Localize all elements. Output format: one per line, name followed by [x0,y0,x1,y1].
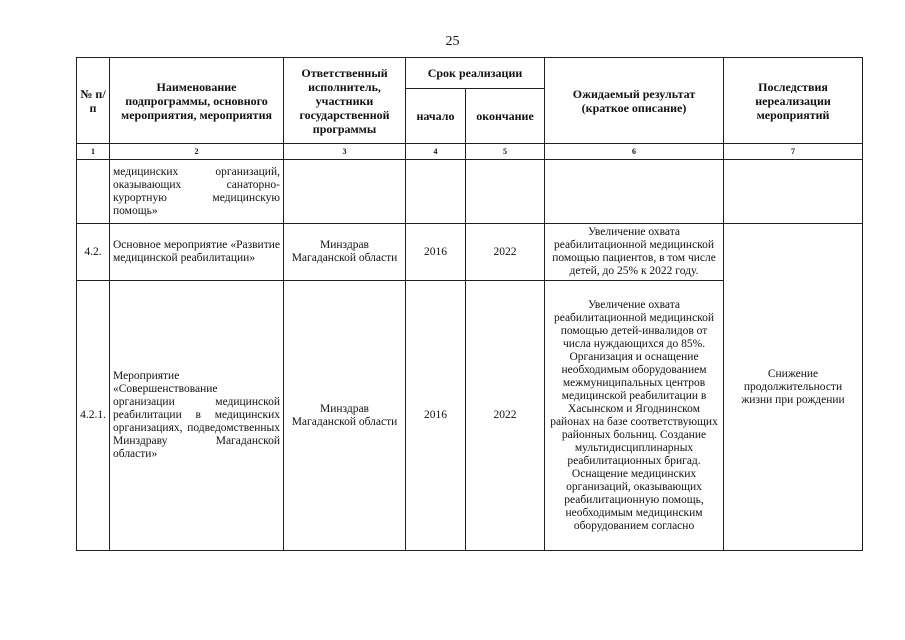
merged-consequences: Снижение продолжительности жизни при рождении [724,224,863,551]
header-name: Наименование подпрограммы, основного мероприятия, мероприятия [110,58,284,144]
row-end: 2022 [466,224,545,281]
header-row-top [77,58,863,89]
table-row [77,160,863,224]
header-num: № п/п [77,58,110,144]
column-number: 7 [724,144,863,160]
row-name: медицинских организаций, оказывающих санаторно-курортную медицинскую помощь» [110,160,284,224]
row-consequences [724,160,863,224]
column-number: 4 [406,144,466,160]
row-result: Увеличение охвата реабилитационной медицинской помощью детей-инвалидов от числа нуждающихся до 85%. Организация и оснащение необходимым оборудованием межмуниципальных центров медицинской реабилитации в Хасынском и Ягоднинском районах на базе соответствующих районных больниц. Создание мультидисциплинарных реабилитационных бригад. Оснащение медицинских организаций, оказывающих реабилитационную помощь, необходимым медицинским оборудованием согласно [545,281,724,551]
row-num [77,160,110,224]
row-start: 2016 [406,281,466,551]
row-num: 4.2.1. [77,281,110,551]
header-result: Ожидаемый результат (краткое описание) [545,58,724,144]
header-end: окончание [466,89,545,144]
row-result [545,160,724,224]
row-start: 2016 [406,224,466,281]
row-executor: Минздрав Магаданской области [284,281,406,551]
column-number: 6 [545,144,724,160]
row-end: 2022 [466,281,545,551]
table-row [77,224,863,281]
row-name: Основное мероприятие «Развитие медицинской реабилитации» [110,224,284,281]
header-consequences: Последствия нереализации мероприятий [724,58,863,144]
column-number: 1 [77,144,110,160]
page-number: 25 [445,34,460,49]
row-executor: Минздрав Магаданской области [284,224,406,281]
row-result: Увеличение охвата реабилитационной медицинской помощью пациентов, в том числе детей, до 25% к 2022 году. [545,224,724,281]
row-num: 4.2. [77,224,110,281]
row-start [406,160,466,224]
column-number: 3 [284,144,406,160]
column-number: 2 [110,144,284,160]
header-period: Срок реализации [406,58,545,89]
row-executor [284,160,406,224]
header-executor: Ответственный исполнитель, участники государственной программы [284,58,406,144]
row-end [466,160,545,224]
column-number-row [77,144,863,160]
measures-table [76,57,863,551]
header-start: начало [406,89,466,144]
column-number: 5 [466,144,545,160]
row-name: Мероприятие «Совершенствование организации медицинской реабилитации в медицинских организациях, подведомственных Минздраву Магаданской области» [110,281,284,551]
